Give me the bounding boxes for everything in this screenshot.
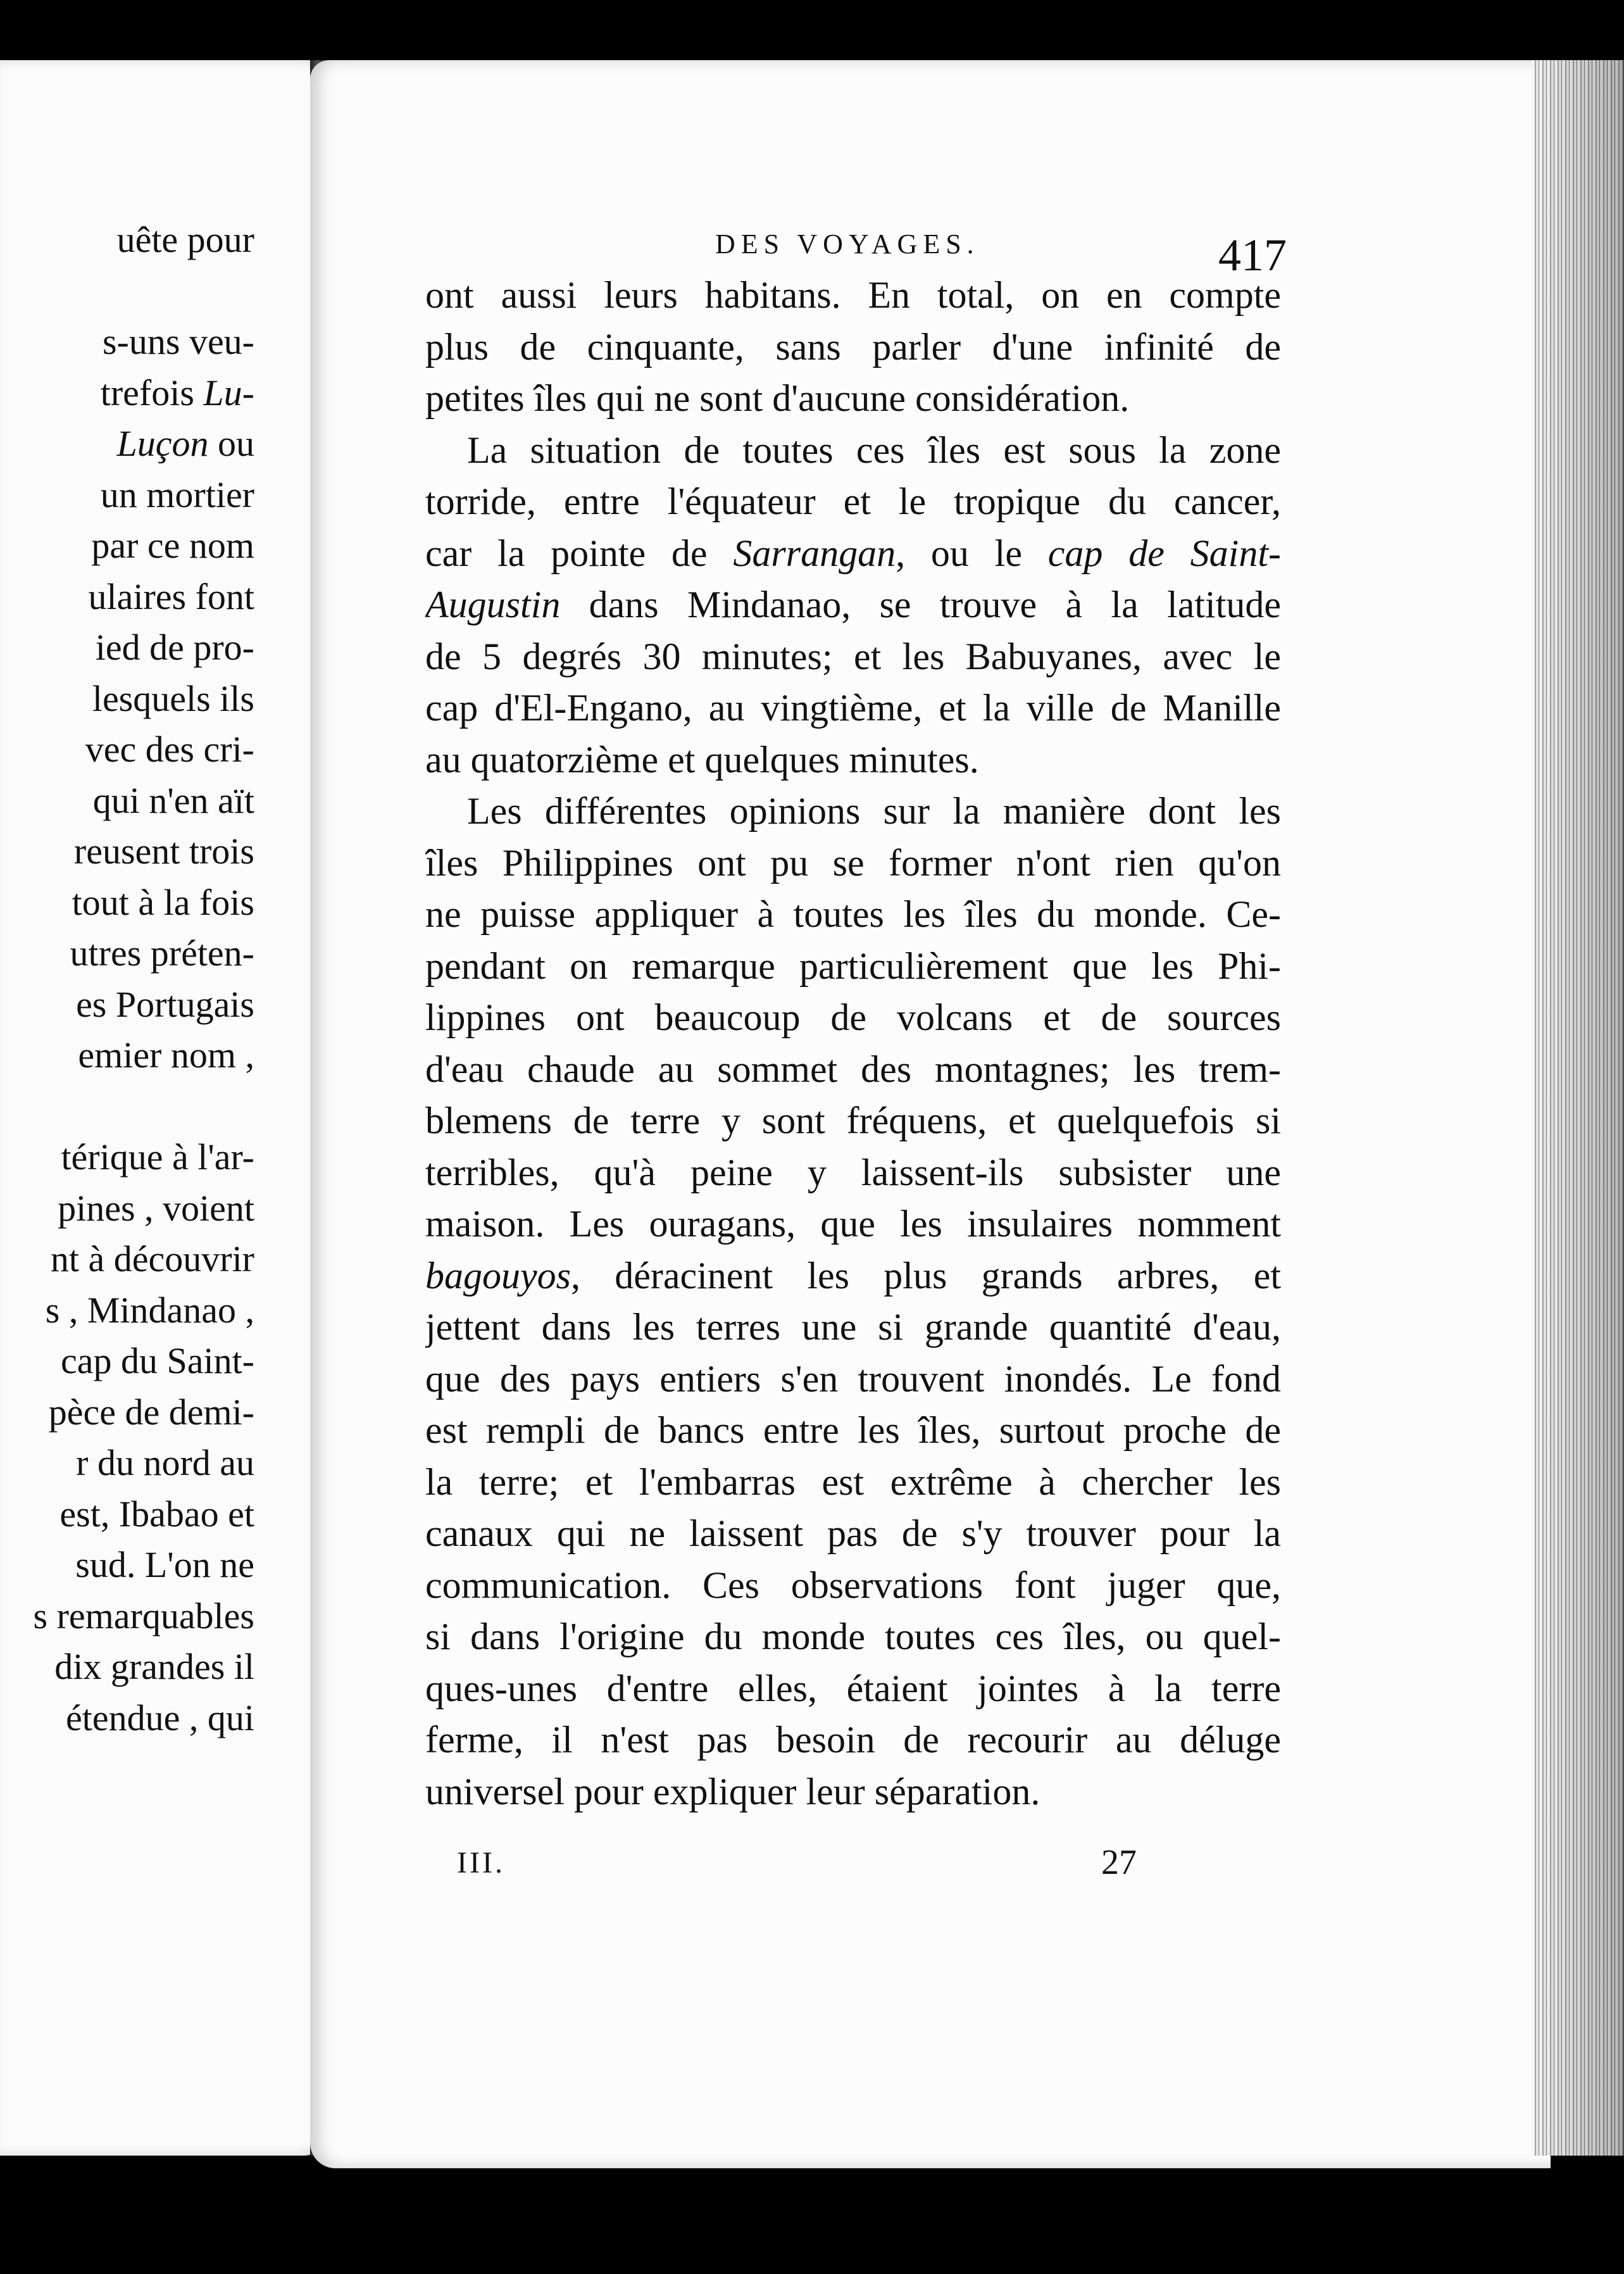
text-line: bagouyos, déracinent les plus grands arbres, et: [425, 1254, 1281, 1297]
text-line: cap d'El-Engano, au vingtième, et la ville de Manille: [425, 687, 1281, 729]
left-page-line: uête pour: [116, 219, 254, 260]
left-page-line: ied de pro-: [95, 627, 254, 668]
left-page-line: étendue , qui: [66, 1697, 254, 1738]
text-line: Augustin dans Mindanao, se trouve à la latitude: [425, 584, 1281, 625]
text-line: communication. Ces observations font juger que,: [425, 1564, 1281, 1606]
text-line: d'eau chaude au sommet des montagnes; les trem-: [425, 1048, 1281, 1090]
text-line: ne puisse appliquer à toutes les îles du monde. Ce-: [425, 893, 1281, 935]
text-line: de 5 degrés 30 minutes; et les Babuyanes, avec le: [425, 635, 1281, 677]
left-page-line: dix grandes il: [54, 1646, 254, 1687]
left-page-line: r du nord au: [76, 1442, 254, 1483]
text-line: ferme, il n'est pas besoin de recourir au déluge: [425, 1719, 1281, 1761]
text-line: petites îles qui ne sont d'aucune considération.: [425, 377, 1130, 419]
text-line: est rempli de bancs entre les îles, surtout proche de: [425, 1409, 1281, 1451]
left-page-line: reusent trois: [73, 831, 254, 872]
left-page-line: es Portugais: [76, 983, 254, 1025]
running-head: DES VOYAGES.: [715, 229, 980, 260]
left-page-line: vec des cri-: [85, 729, 254, 770]
left-page-line: s-uns veu-: [102, 321, 254, 362]
text-line: canaux qui ne laissent pas de s'y trouver pour la: [425, 1512, 1281, 1554]
left-page-line: par ce nom: [91, 525, 254, 566]
left-page-line: ulaires font: [88, 575, 254, 617]
text-line: terribles, qu'à peine y laissent-ils subsister une: [425, 1151, 1281, 1193]
text-line: universel pour expliquer leur séparation.: [425, 1770, 1040, 1812]
body-text: [425, 270, 1281, 1818]
left-page-line: sud. L'on ne: [75, 1544, 254, 1585]
text-line: jettent dans les terres une si grande quantité d'eau,: [425, 1306, 1281, 1348]
left-page-line: lesquels ils: [92, 677, 254, 719]
text-line: maison. Les ouragans, que les insulaires nomment: [425, 1203, 1281, 1245]
text-line: ont aussi leurs habitans. En total, on en compte: [425, 274, 1281, 316]
page-number: 417: [1218, 230, 1287, 280]
text-line: car la pointe de Sarrangan, ou le cap de Saint-: [425, 532, 1281, 574]
text-line: La situation de toutes ces îles est sous la zone: [467, 429, 1281, 471]
text-line: blemens de terre y sont fréquens, et quelquefois si: [425, 1100, 1281, 1141]
left-page-line: emier nom ,: [78, 1034, 254, 1076]
left-page-line: est, Ibabao et: [59, 1493, 254, 1535]
text-line: la terre; et l'embarras est extrême à chercher les: [425, 1461, 1281, 1503]
text-line: îles Philippines ont pu se former n'ont rien qu'on: [425, 841, 1281, 884]
left-page-line: qui n'en aït: [92, 779, 254, 821]
left-page-line: s remarquables: [33, 1595, 254, 1636]
left-page-line: Luçon ou: [116, 423, 254, 464]
left-page-line: térique à l'ar-: [61, 1136, 254, 1178]
left-page-line: utres préten-: [70, 933, 254, 974]
gathering-number: 27: [1101, 1843, 1137, 1882]
left-page-line: un mortier: [100, 474, 254, 515]
left-page-line: pines , voient: [58, 1187, 254, 1229]
text-line: pendant on remarque particulièrement que les Phi-: [425, 945, 1281, 987]
text-line: Les différentes opinions sur la manière dont les: [467, 790, 1281, 832]
text-line: que des pays entiers s'en trouvent inondés. Le fond: [425, 1357, 1281, 1400]
left-page-line: tout à la fois: [72, 881, 254, 923]
left-page-line: pèce de demi-: [48, 1391, 254, 1433]
left-page: [0, 60, 329, 2156]
text-line: lippines ont beaucoup de volcans et de sources: [425, 996, 1281, 1038]
signature-mark: III.: [457, 1846, 505, 1880]
text-line: si dans l'origine du monde toutes ces îles, ou quel-: [425, 1616, 1281, 1657]
left-page-line: trefois Lu-: [100, 372, 254, 413]
text-line: au quatorzième et quelques minutes.: [425, 738, 979, 781]
text-line: torride, entre l'équateur et le tropique du cancer,: [425, 481, 1281, 522]
text-line: plus de cinquante, sans parler d'une infinité de: [425, 325, 1281, 368]
text-line: ques-unes d'entre elles, étaient jointes à la terre: [425, 1667, 1281, 1709]
page-edges: [1532, 60, 1623, 2156]
left-page-line: s , Mindanao ,: [45, 1289, 254, 1331]
left-page-line: cap du Saint-: [60, 1340, 254, 1381]
left-page-line: nt à découvrir: [50, 1238, 254, 1279]
